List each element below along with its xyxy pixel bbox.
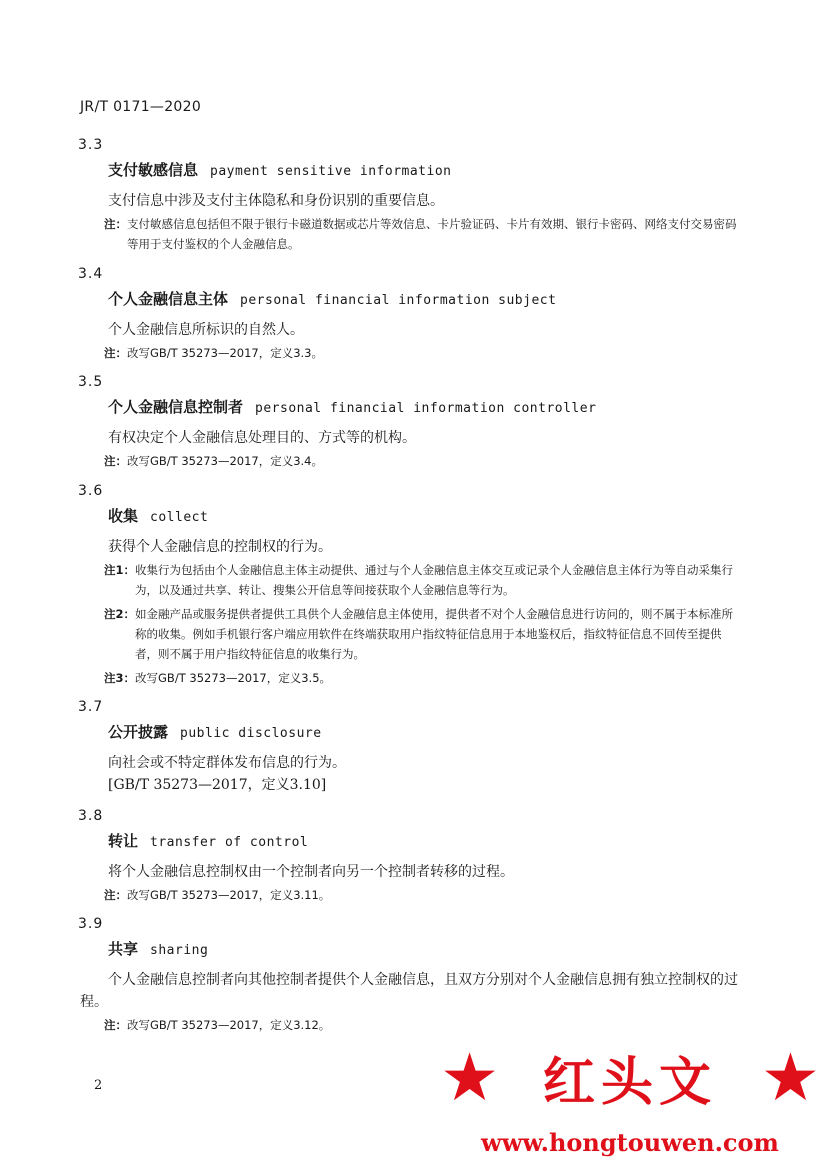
note-text: 改写GB/T 35273—2017，定义3.3。 xyxy=(127,346,323,360)
term-en: payment sensitive information xyxy=(210,164,452,179)
note-text: 收集行为包括由个人金融信息主体主动提供、通过与个人金融信息主体交互或记录个人金融信息主体行为等自动采集行为，以及通过共享、转让、搜集公开信息等间接获取个人金融信息等行为。 xyxy=(135,563,734,597)
section-3-7 xyxy=(80,699,740,794)
section-3-5 xyxy=(80,374,740,471)
watermark-title xyxy=(440,1040,820,1115)
note-label: 注3： xyxy=(104,671,136,685)
section-number: 3.6 xyxy=(78,483,104,499)
term-en: transfer of control xyxy=(150,835,309,850)
term-en: sharing xyxy=(150,943,209,958)
section-number: 3.4 xyxy=(78,266,104,282)
definition: 支付信息中涉及支付主体隐私和身份识别的重要信息。 xyxy=(108,193,444,209)
term-zh: 个人金融信息控制者 xyxy=(108,398,244,416)
term-en: collect xyxy=(150,510,209,525)
term-heading xyxy=(108,288,740,309)
note xyxy=(104,214,740,254)
term-heading xyxy=(108,396,740,417)
term-en: public disclosure xyxy=(180,726,322,741)
section-number: 3.9 xyxy=(78,916,104,932)
section-3-8 xyxy=(80,808,740,905)
watermark-url: www.hongtouwen.com xyxy=(481,1128,779,1157)
note-label: 注： xyxy=(104,217,127,231)
definition: 向社会或不特定群体发布信息的行为。 xyxy=(108,755,346,771)
reference: [GB/T 35273—2017，定义3.10] xyxy=(108,777,327,793)
note-text: 改写GB/T 35273—2017，定义3.5。 xyxy=(135,671,332,685)
star-icon: ★ xyxy=(440,1038,500,1116)
term-zh: 个人金融信息主体 xyxy=(108,290,229,308)
note-text: 改写GB/T 35273—2017，定义3.11。 xyxy=(127,888,331,902)
term-zh: 共享 xyxy=(108,940,139,958)
section-number: 3.8 xyxy=(78,808,104,824)
section-3-4 xyxy=(80,266,740,363)
section-3-9 xyxy=(80,916,740,1035)
note-text: 改写GB/T 35273—2017，定义3.12。 xyxy=(127,1018,331,1032)
note-label: 注2： xyxy=(104,607,136,621)
term-zh: 收集 xyxy=(108,507,139,525)
definition: 个人金融信息控制者向其他控制者提供个人金融信息，且双方分别对个人金融信息拥有独立控制权的过程。 xyxy=(80,972,738,1010)
term-heading xyxy=(108,721,740,742)
term-zh: 支付敏感信息 xyxy=(108,161,199,179)
definition: 有权决定个人金融信息处理目的、方式等的机构。 xyxy=(108,430,416,446)
note-text: 支付敏感信息包括但不限于银行卡磁道数据或芯片等效信息、卡片验证码、卡片有效期、银行卡密码、网络支付交易密码等用于支付鉴权的个人金融信息。 xyxy=(127,217,737,251)
term-en: personal financial information controller xyxy=(255,401,597,416)
note-text: 改写GB/T 35273—2017，定义3.4。 xyxy=(127,454,323,468)
note xyxy=(104,560,740,600)
note-text: 如金融产品或服务提供者提供工具供个人金融信息主体使用，提供者不对个人金融信息进行访问的，则不属于本标准所称的收集。例如手机银行客户端应用软件在终端获取用户指纹特征信息用于本地鉴权后，指纹特征信息不回传至提供者，则不属于用户指纹特征信息的收集行为。 xyxy=(135,607,734,661)
note-label: 注1： xyxy=(104,563,136,577)
term-zh: 公开披露 xyxy=(108,723,169,741)
term-heading xyxy=(108,159,740,180)
document-header: JR/T 0171—2020 xyxy=(80,99,202,115)
note-label: 注： xyxy=(104,1018,127,1032)
section-3-6 xyxy=(80,483,740,688)
note xyxy=(104,343,740,363)
note-label: 注： xyxy=(104,888,127,902)
definition: 获得个人金融信息的控制权的行为。 xyxy=(108,539,332,555)
definition: 将个人金融信息控制权由一个控制者向另一个控制者转移的过程。 xyxy=(108,864,514,880)
term-heading xyxy=(108,938,740,959)
star-icon: ★ xyxy=(760,1038,820,1116)
term-heading xyxy=(108,830,740,851)
definition: 个人金融信息所标识的自然人。 xyxy=(108,322,304,338)
note xyxy=(104,451,740,471)
section-3-3 xyxy=(80,137,740,254)
note-label: 注： xyxy=(104,346,127,360)
note xyxy=(104,668,740,688)
note-label: 注： xyxy=(104,454,127,468)
page-number: 2 xyxy=(94,1078,103,1093)
note xyxy=(104,885,740,905)
note xyxy=(104,1015,740,1035)
term-heading xyxy=(108,505,740,526)
note xyxy=(104,604,740,664)
term-en: personal financial information subject xyxy=(240,293,557,308)
watermark xyxy=(440,1040,820,1165)
term-zh: 转让 xyxy=(108,832,139,850)
section-number: 3.3 xyxy=(78,137,104,153)
section-number: 3.5 xyxy=(78,374,104,390)
section-number: 3.7 xyxy=(78,699,104,715)
watermark-text: 红头文 xyxy=(542,1052,717,1113)
